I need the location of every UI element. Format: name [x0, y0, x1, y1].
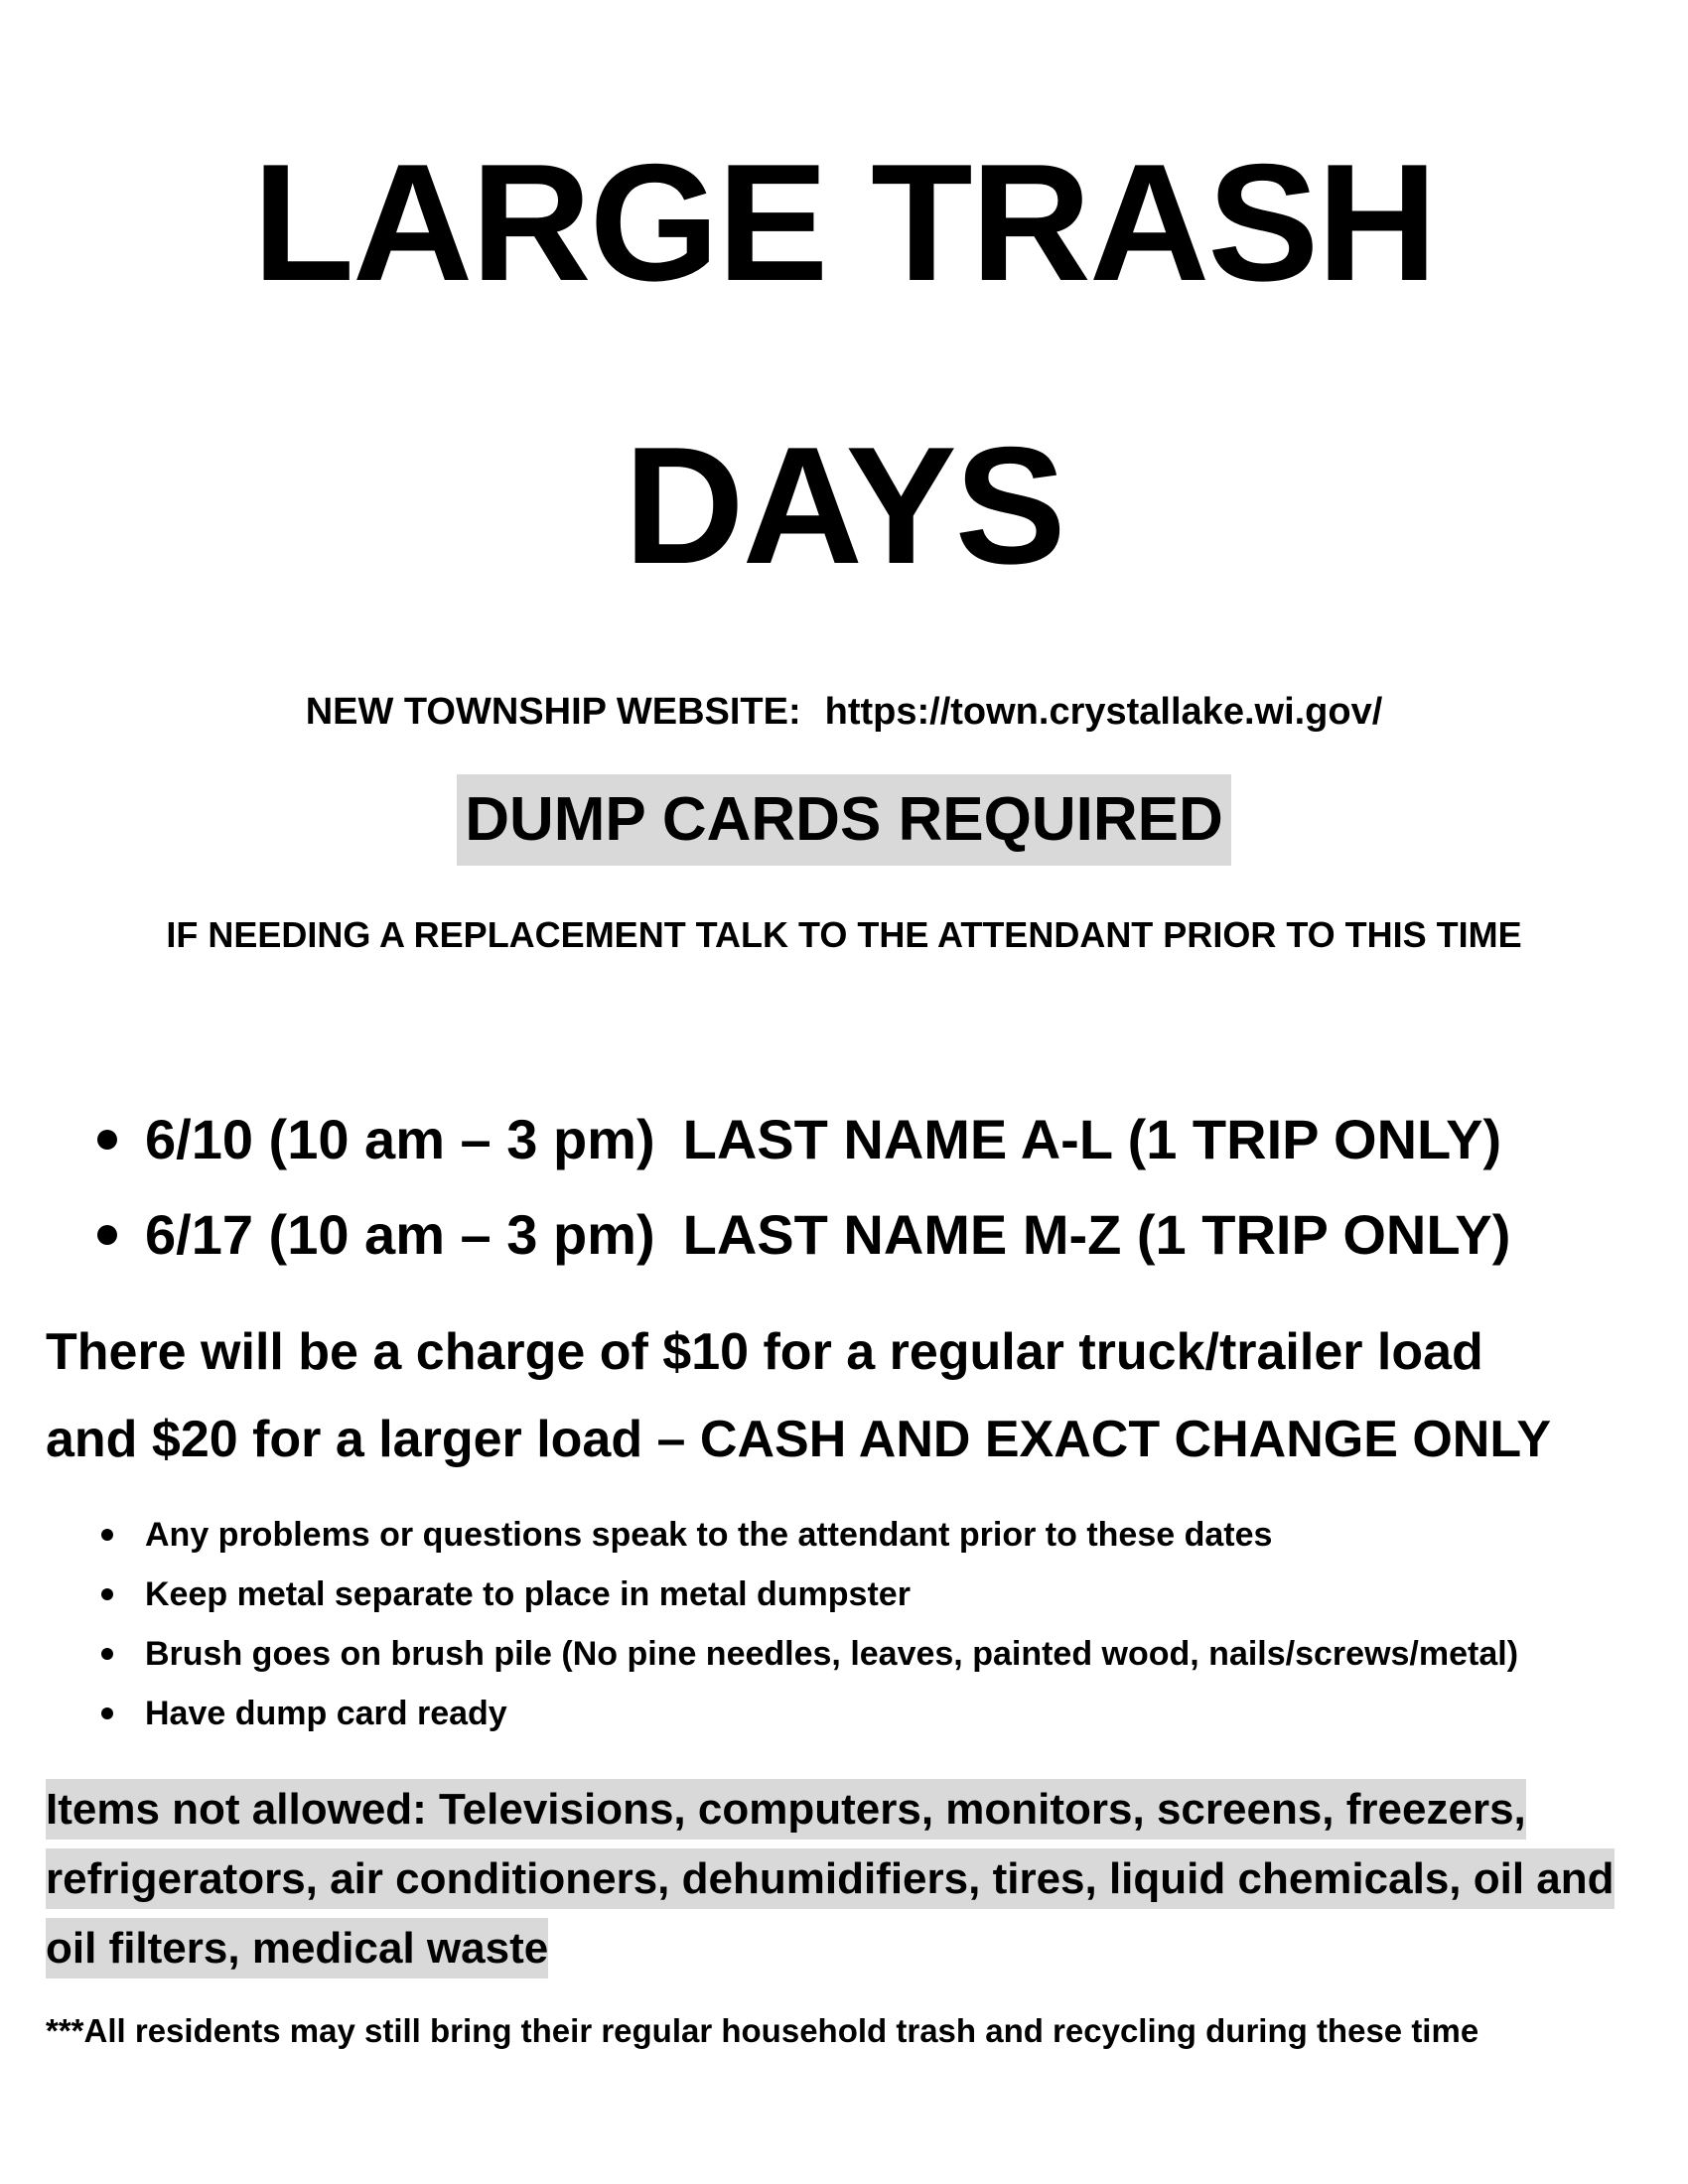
rules-list [99, 1505, 1668, 1743]
rule-item [99, 1624, 1668, 1684]
bullet-icon [97, 1225, 117, 1245]
rule-item [99, 1684, 1668, 1743]
bullet-icon [101, 1648, 113, 1660]
website-label: NEW TOWNSHIP WEBSITE: [305, 691, 801, 733]
rule-text: Have dump card ready [145, 1695, 507, 1732]
bullet-icon [101, 1529, 113, 1541]
charge-paragraph [46, 1308, 1654, 1483]
rule-item [99, 1505, 1668, 1565]
footnote: ***All residents may still bring their regular household trash and recycling during these time [46, 2012, 1479, 2049]
not-allowed-line-3: oil filters, medical waste [46, 1918, 548, 1979]
bullet-icon [97, 1130, 117, 1150]
title-line-1: LARGE TRASH [252, 129, 1436, 316]
schedule-names: LAST NAME A-L (1 TRIP ONLY) [682, 1108, 1502, 1170]
schedule-item [89, 1187, 1638, 1283]
schedule-date-time: 6/17 (10 am – 3 pm) [145, 1203, 655, 1266]
website-url[interactable]: https://town.crystallake.wi.gov/ [824, 691, 1383, 733]
not-allowed-line-2: refrigerators, air conditioners, dehumidifiers, tires, liquid chemicals, oil and [46, 1848, 1615, 1909]
schedule-names: LAST NAME M-Z (1 TRIP ONLY) [682, 1203, 1511, 1266]
website-line [0, 690, 1688, 734]
rule-text: Any problems or questions speak to the attendant prior to these dates [145, 1516, 1273, 1554]
title-line-2: DAYS [624, 412, 1064, 599]
replacement-note: IF NEEDING A REPLACEMENT TALK TO THE ATTENDANT PRIOR TO THIS TIME [166, 914, 1522, 955]
charge-line-2: and $20 for a larger load – CASH AND EXACT CHANGE ONLY [46, 1411, 1552, 1468]
schedule-date-time: 6/10 (10 am – 3 pm) [145, 1108, 655, 1170]
not-allowed-line-1: Items not allowed: Televisions, computers, monitors, screens, freezers, [46, 1779, 1526, 1840]
charge-line-1: There will be a charge of $10 for a regular truck/trailer load [46, 1323, 1483, 1381]
rule-item [99, 1565, 1668, 1624]
dump-cards-heading-wrap [0, 774, 1688, 866]
rule-text: Keep metal separate to place in metal dumpster [145, 1575, 911, 1613]
dump-cards-heading: DUMP CARDS REQUIRED [457, 774, 1231, 866]
schedule-item [89, 1092, 1638, 1187]
rule-text: Brush goes on brush pile (No pine needles, leaves, painted wood, nails/screws/metal) [145, 1635, 1519, 1673]
bullet-icon [101, 1588, 113, 1600]
items-not-allowed [46, 1775, 1634, 1983]
bullet-icon [101, 1707, 113, 1719]
schedule-list [89, 1092, 1638, 1283]
